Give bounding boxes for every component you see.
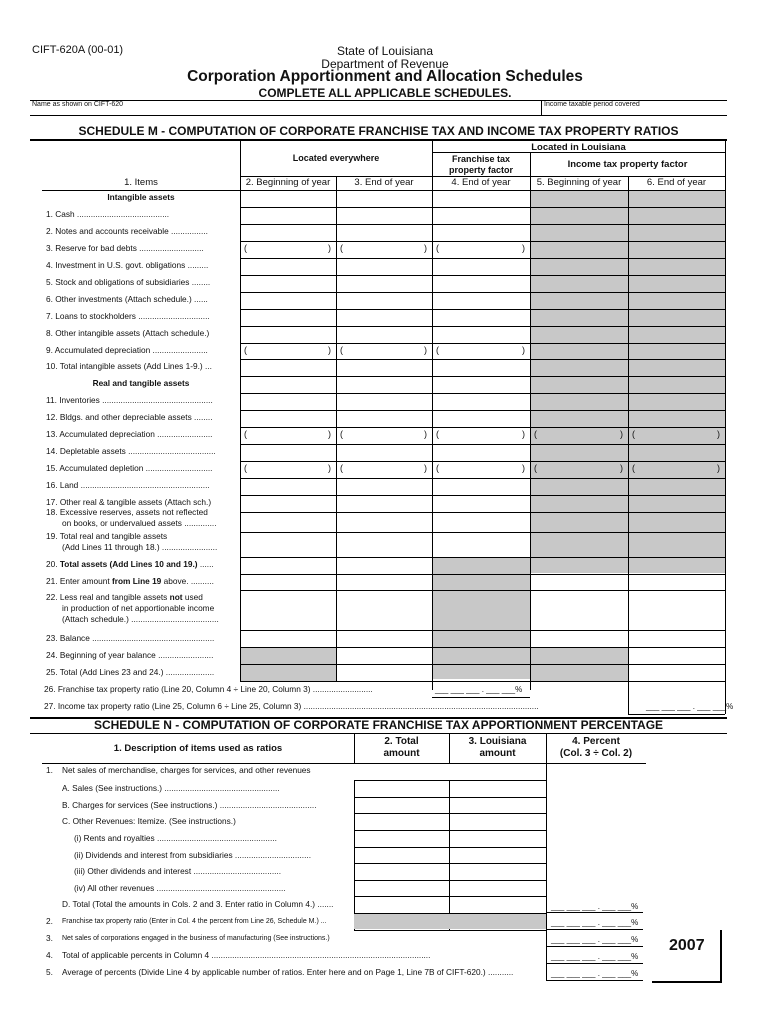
line-label: 3. Reserve for bad debts ............................ <box>46 243 204 253</box>
line-label: 24. Beginning of year balance ........................ <box>46 650 214 660</box>
sn-line-label: C. Other Revenues: Itemize. (See instructions.) <box>62 816 236 826</box>
sn-line-label: Net sales of merchandise, charges for services, and other revenues <box>62 765 311 775</box>
form-year: 2007 <box>669 937 705 954</box>
sn-col-4-l1: 4. Percent <box>572 736 620 747</box>
line-label-cont: (Attach schedule.) ...................................... <box>62 614 219 624</box>
line-label: 12. Bldgs. and other depreciable assets ........ <box>46 412 213 422</box>
open-paren: ( <box>340 463 343 473</box>
close-paren: ) <box>424 463 427 473</box>
open-paren: ( <box>632 463 635 473</box>
line-label: 19. Total real and tangible assets <box>46 531 168 541</box>
close-paren: ) <box>328 345 331 355</box>
sn-col-2-l1: 2. Total <box>384 736 419 747</box>
line-label: 20. Total assets (Add Lines 10 and 19.) ...... <box>46 559 214 569</box>
line-label: 13. Accumulated depreciation ........................ <box>46 429 213 439</box>
page-title: Corporation Apportionment and Allocation Schedules <box>187 68 583 85</box>
open-paren: ( <box>436 243 439 253</box>
col-items: 1. Items <box>124 177 158 188</box>
close-paren: ) <box>717 429 720 439</box>
sn-line-num: 4. <box>46 950 53 960</box>
close-paren: ) <box>717 463 720 473</box>
close-paren: ) <box>522 243 525 253</box>
col-3: 3. End of year <box>354 177 414 188</box>
sn-line-num: 5. <box>46 967 53 977</box>
franchise-factor-l2: property factor <box>448 165 513 175</box>
sn-percent-field[interactable]: ___ ___ ___ . ___ ___% <box>551 902 639 911</box>
close-paren: ) <box>620 429 623 439</box>
open-paren: ( <box>340 345 343 355</box>
sn-line-label: B. Charges for services (See instructions.) .......................................... <box>62 800 317 810</box>
period-label: Income taxable period covered <box>544 101 640 108</box>
line-label: 5. Stock and obligations of subsidiaries ........ <box>46 277 211 287</box>
close-paren: ) <box>424 429 427 439</box>
line-26-label: 26. Franchise tax property ratio (Line 20, Column 4 ÷ Line 20, Column 3) .......................... <box>44 684 373 694</box>
open-paren: ( <box>534 463 537 473</box>
open-paren: ( <box>632 429 635 439</box>
sn-line-label: A. Sales (See instructions.) .................................................. <box>62 783 280 793</box>
open-paren: ( <box>244 429 247 439</box>
form-id: CIFT-620A (00-01) <box>32 44 124 56</box>
close-paren: ) <box>328 463 331 473</box>
sn-col-2-l2: amount <box>383 748 420 759</box>
sn-line-num: 2. <box>46 916 53 926</box>
close-paren: ) <box>328 429 331 439</box>
sn-col-1: 1. Description of items used as ratios <box>113 743 283 754</box>
line-label: 7. Loans to stockholders ............................... <box>46 311 210 321</box>
open-paren: ( <box>244 463 247 473</box>
sn-percent-field[interactable]: ___ ___ ___ . ___ ___% <box>551 918 639 927</box>
close-paren: ) <box>522 345 525 355</box>
close-paren: ) <box>424 243 427 253</box>
line-label: 21. Enter amount from Line 19 above. .......... <box>46 576 214 586</box>
open-paren: ( <box>436 429 439 439</box>
open-paren: ( <box>244 345 247 355</box>
sn-percent-field[interactable]: ___ ___ ___ . ___ ___% <box>551 969 639 978</box>
line-label: 15. Accumulated depletion ............................. <box>46 463 213 473</box>
sn-line-label: Net sales of corporations engaged in the business of manufacturing (See instructions.) <box>62 935 330 942</box>
sn-percent-field[interactable]: ___ ___ ___ . ___ ___% <box>551 952 639 961</box>
sn-line-label: Average of percents (Divide Line 4 by applicable number of ratios. Enter here and on Page 1, Line 7B of CIFT-620.) ........... <box>62 967 514 977</box>
line-label: 22. Less real and tangible assets not used <box>46 592 203 602</box>
close-paren: ) <box>522 429 525 439</box>
income-factor: Income tax property factor <box>567 159 688 170</box>
line-label: 14. Depletable assets ...................................... <box>46 446 216 456</box>
col-4: 4. End of year <box>451 177 511 188</box>
line-label: 6. Other investments (Attach schedule.) ...... <box>46 294 208 304</box>
page-subtitle: COMPLETE ALL APPLICABLE SCHEDULES. <box>258 86 512 100</box>
located-everywhere: Located everywhere <box>292 153 380 163</box>
franchise-factor-l1: Franchise tax <box>451 154 511 164</box>
section-heading: Intangible assets <box>107 192 175 202</box>
sn-line-label: (iv) All other revenues ........................................................ <box>74 883 286 893</box>
line-label: 25. Total (Add Lines 23 and 24.) ..................... <box>46 667 215 677</box>
sn-col-3-l2: amount <box>479 748 516 759</box>
line-27-label: 27. Income tax property ratio (Line 25, Column 6 ÷ Line 25, Column 3) ...................................................................................................... <box>44 701 539 711</box>
sn-percent-field[interactable]: ___ ___ ___ . ___ ___% <box>551 935 639 944</box>
line-label-cont: (Add Lines 11 through 18.) ........................ <box>62 542 218 552</box>
sn-line-label: Total of applicable percents in Column 4 ............................................................................................... <box>62 950 431 960</box>
line-label: 18. Excessive reserves, assets not reflected <box>46 507 208 517</box>
line-label: 4. Investment in U.S. govt. obligations ......... <box>46 260 209 270</box>
sn-line-label: Franchise tax property ratio (Enter in Col. 4 the percent from Line 26, Schedule M.) ... <box>62 918 327 925</box>
line-label: 17. Other real & tangible assets (Attach sch.) <box>46 497 212 507</box>
col-5: 5. Beginning of year <box>536 177 622 188</box>
open-paren: ( <box>244 243 247 253</box>
col-2: 2. Beginning of year <box>245 177 331 188</box>
sn-col-4-l2: (Col. 3 ÷ Col. 2) <box>559 748 633 759</box>
sn-col-3-l1: 3. Louisiana <box>468 736 527 747</box>
line-label-cont: in production of net apportionable income <box>62 603 215 613</box>
close-paren: ) <box>424 345 427 355</box>
agency-state: State of Louisiana <box>336 44 434 58</box>
line-27-percent[interactable]: ___ ___ ___ . ___ ___% <box>646 702 734 711</box>
line-label: 16. Land ........................................................ <box>46 480 210 490</box>
located-louisiana: Located in Louisiana <box>531 142 626 153</box>
sn-line-label: (ii) Dividends and interest from subsidiaries ................................. <box>74 850 312 860</box>
line-label: 2. Notes and accounts receivable ................ <box>46 226 208 236</box>
line-label: 9. Accumulated depreciation ........................ <box>46 345 208 355</box>
open-paren: ( <box>340 243 343 253</box>
line-label-cont: on books, or undervalued assets .............. <box>62 518 217 528</box>
agency-dept: Department of Revenue <box>321 57 449 71</box>
line-label: 8. Other intangible assets (Attach schedule.) <box>46 328 210 338</box>
sn-line-label: (i) Rents and royalties .................................................... <box>74 833 277 843</box>
line-label: 10. Total intangible assets (Add Lines 1-9.) ... <box>46 361 212 371</box>
open-paren: ( <box>436 463 439 473</box>
open-paren: ( <box>436 345 439 355</box>
name-label: Name as shown on CIFT-620 <box>32 101 124 108</box>
close-paren: ) <box>328 243 331 253</box>
line-label: 1. Cash ........................................ <box>46 209 170 219</box>
open-paren: ( <box>534 429 537 439</box>
sn-line-label: (iii) Other dividends and interest ...................................... <box>74 866 282 876</box>
schedule-n-title: SCHEDULE N - COMPUTATION OF CORPORATE FRANCHISE TAX APPORTIONMENT PERCENTAGE <box>93 718 664 732</box>
line-26-percent[interactable]: ___ ___ ___ . ___ ___% <box>435 685 523 694</box>
line-label: 23. Balance ..................................................... <box>46 633 215 643</box>
schedule-m-title: SCHEDULE M - COMPUTATION OF CORPORATE FRANCHISE TAX AND INCOME TAX PROPERTY RATIOS <box>78 124 679 138</box>
close-paren: ) <box>620 463 623 473</box>
col-6: 6. End of year <box>646 177 707 188</box>
section-heading: Real and tangible assets <box>92 378 190 388</box>
sn-line-label: D. Total (Total the amounts in Cols. 2 and 3. Enter ratio in Column 4.) ....... <box>62 899 334 909</box>
close-paren: ) <box>522 463 525 473</box>
sn-line-num: 1. <box>46 765 53 775</box>
line-label: 11. Inventories ................................................ <box>46 395 213 405</box>
sn-line-num: 3. <box>46 933 53 943</box>
open-paren: ( <box>340 429 343 439</box>
